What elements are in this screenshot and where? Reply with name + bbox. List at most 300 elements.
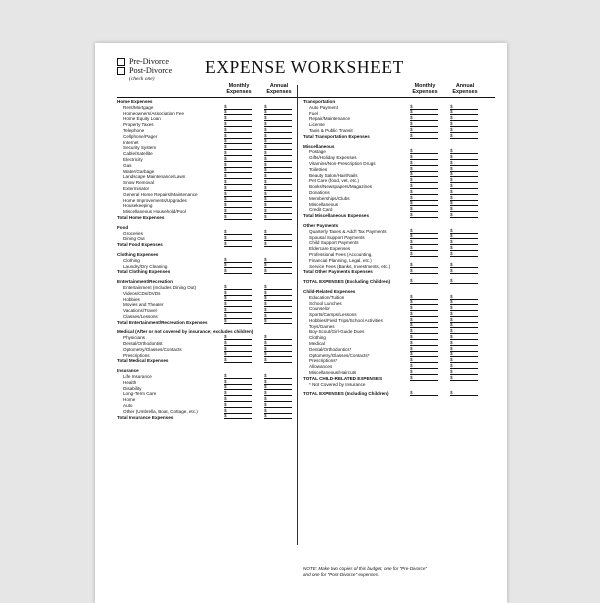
annual-amount-field[interactable]: $: [450, 166, 478, 172]
row-label: Total Medical Expenses: [117, 358, 169, 364]
annual-amount-field[interactable]: $: [450, 239, 478, 245]
annual-amount-field[interactable]: $: [264, 295, 292, 301]
total-row-total-insurance-expenses: [117, 415, 305, 421]
monthly-amount-field[interactable]: $: [410, 200, 438, 206]
annual-amount-field[interactable]: $: [264, 346, 292, 352]
total-row-total-home-expenses: [117, 215, 305, 221]
monthly-amount-field[interactable]: $: [410, 177, 438, 183]
row-label: Dental/Orthodontist: [123, 341, 163, 347]
monthly-amount-field[interactable]: $: [410, 328, 438, 334]
annual-amount-field[interactable]: $: [264, 340, 292, 346]
row-label: Professional Fees (Accounting,: [309, 251, 373, 257]
row-label: School Lunches: [309, 300, 342, 306]
row-label: Disability: [123, 385, 142, 391]
row-label: Health: [123, 379, 137, 385]
row-label: Miscellaneous/Haircuts: [309, 370, 357, 376]
row-label: Home Expenses: [117, 99, 153, 104]
row-label: Boy-Scout/Girl-Guide Dues: [309, 329, 365, 335]
row-label: Miscellaneous: [309, 201, 339, 207]
row-label: Pet Care (food, vet, etc.): [309, 178, 360, 184]
monthly-amount-field[interactable]: $: [224, 396, 252, 402]
annual-amount-field[interactable]: $: [450, 115, 478, 121]
monthly-amount-field[interactable]: $: [224, 402, 252, 408]
monthly-amount-field[interactable]: $: [224, 138, 252, 144]
annual-amount-field[interactable]: $: [264, 208, 292, 214]
row-label: Beauty Salon/Hair/Nails: [309, 172, 358, 178]
monthly-expenses-header: Monthly Expenses: [412, 83, 438, 95]
monthly-amount-field[interactable]: $: [224, 173, 252, 179]
header-rule: [303, 97, 495, 98]
annual-amount-field[interactable]: $: [450, 268, 478, 274]
total-row-total-entertainment-recreation-expenses: [117, 320, 305, 326]
annual-amount-field[interactable]: $: [450, 104, 478, 110]
annual-amount-field[interactable]: $: [450, 195, 478, 201]
row-label: Exterminator: [123, 185, 150, 191]
total-row-total-medical-expenses: [117, 358, 305, 364]
monthly-amount-field[interactable]: $: [410, 104, 438, 110]
annual-amount-field[interactable]: $: [264, 290, 292, 296]
post-divorce-label: Post-Divorce: [129, 66, 173, 75]
monthly-amount-field[interactable]: $: [224, 384, 252, 390]
annual-amount-field[interactable]: $: [450, 154, 478, 160]
row-label: TOTAL EXPENSES (Including Children): [303, 391, 389, 397]
monthly-amount-field[interactable]: $: [224, 390, 252, 396]
row-label: Laundry/Dry Cleaning: [123, 263, 168, 269]
annual-amount-field[interactable]: $: [450, 200, 478, 206]
monthly-amount-field[interactable]: $: [224, 115, 252, 121]
row-label: Snow Removal: [123, 180, 154, 186]
annual-amount-field[interactable]: $: [264, 313, 292, 319]
annual-amount-field[interactable]: $: [264, 413, 292, 419]
monthly-amount-field[interactable]: $: [410, 390, 438, 396]
annual-amount-field[interactable]: $: [264, 301, 292, 307]
monthly-amount-field[interactable]: $: [410, 189, 438, 195]
monthly-amount-field[interactable]: $: [410, 317, 438, 323]
annual-amount-field[interactable]: $: [264, 104, 292, 110]
monthly-amount-field[interactable]: $: [410, 115, 438, 121]
monthly-amount-field[interactable]: $: [410, 346, 438, 352]
row-label: Total Transportation Expenses: [303, 133, 370, 139]
row-label: Optometry/Glasses/Contacts*: [309, 352, 370, 358]
monthly-amount-field[interactable]: $: [224, 379, 252, 385]
monthly-amount-field[interactable]: $: [224, 351, 252, 357]
row-label: * Not Covered by Insurance: [309, 381, 366, 387]
row-label: Telephone: [123, 127, 145, 133]
row-label: Hobbies/Field Trips/School Activities: [309, 317, 383, 323]
row-label: License: [309, 122, 325, 128]
annual-amount-field[interactable]: $: [450, 127, 478, 133]
row-label: Movies and Theater: [123, 302, 164, 308]
annual-amount-field[interactable]: $: [264, 156, 292, 162]
row-label: Auto Payment: [309, 104, 338, 110]
annual-amount-field[interactable]: $: [450, 363, 478, 369]
row-label: Total Food Expenses: [117, 242, 163, 248]
monthly-amount-field[interactable]: $: [410, 228, 438, 234]
annual-amount-field[interactable]: $: [450, 357, 478, 363]
annual-amount-field[interactable]: $: [450, 183, 478, 189]
monthly-amount-field[interactable]: $: [224, 144, 252, 150]
annual-amount-field[interactable]: $: [264, 318, 292, 324]
annual-amount-field[interactable]: $: [264, 144, 292, 150]
row-label: Total Clothing Expenses: [117, 269, 171, 275]
monthly-amount-field[interactable]: $: [224, 257, 252, 263]
row-label: Homeowners/Association Fee: [123, 110, 185, 116]
monthly-amount-field[interactable]: $: [410, 322, 438, 328]
annual-amount-field[interactable]: $: [264, 127, 292, 133]
total-row-total-transportation-expenses: [303, 134, 491, 140]
total-row-total-expenses-excluding-children: [303, 279, 491, 285]
row-label: Life Insurance: [123, 374, 152, 380]
monthly-amount-field[interactable]: $: [410, 245, 438, 251]
annual-amount-field[interactable]: $: [450, 109, 478, 115]
annual-amount-field[interactable]: $: [264, 384, 292, 390]
monthly-amount-field[interactable]: $: [224, 241, 252, 247]
monthly-amount-field[interactable]: $: [224, 357, 252, 363]
annual-amount-field[interactable]: $: [264, 396, 292, 402]
monthly-amount-field[interactable]: $: [224, 133, 252, 139]
monthly-amount-field[interactable]: $: [224, 235, 252, 241]
row-label: Fuel: [309, 110, 318, 116]
row-label: Entertainment (Includes Dining Out): [123, 284, 197, 290]
monthly-amount-field[interactable]: $: [410, 148, 438, 154]
row-label: Postage: [309, 149, 326, 155]
row-label: Gas: [123, 162, 132, 168]
annual-expenses-header: Annual Expenses: [266, 83, 292, 95]
row-label: Other (Umbrella, Boat, Cottage, etc.): [123, 408, 198, 414]
row-label: Insurance: [117, 368, 139, 374]
annual-amount-field[interactable]: $: [450, 351, 478, 357]
monthly-amount-field[interactable]: $: [410, 160, 438, 166]
right-expense-column: [303, 83, 491, 397]
row-label: Other Payments: [303, 222, 339, 228]
row-label: Books/Newspapers/Magazines: [309, 184, 373, 190]
annual-amount-field[interactable]: $: [450, 177, 478, 183]
monthly-amount-field[interactable]: $: [224, 179, 252, 185]
monthly-amount-field[interactable]: $: [410, 233, 438, 239]
row-label: Memberships/Clubs: [309, 195, 350, 201]
annual-amount-field[interactable]: $: [264, 373, 292, 379]
monthly-amount-field[interactable]: $: [410, 351, 438, 357]
annual-amount-field[interactable]: $: [450, 305, 478, 311]
row-label: Miscellaneous Household/Pool: [123, 209, 186, 215]
monthly-amount-field[interactable]: $: [224, 262, 252, 268]
annual-amount-field[interactable]: $: [450, 212, 478, 218]
annual-amount-field[interactable]: $: [450, 189, 478, 195]
annual-amount-field[interactable]: $: [450, 375, 478, 381]
total-row-total-clothing-expenses: [117, 269, 305, 275]
monthly-amount-field[interactable]: $: [410, 375, 438, 381]
pre-divorce-label: Pre-Divorce: [129, 57, 170, 66]
monthly-amount-field[interactable]: $: [410, 363, 438, 369]
post-divorce-checkbox[interactable]: [117, 67, 125, 75]
footnote: [303, 566, 427, 578]
row-label: Allowances: [309, 364, 333, 370]
pre-divorce-checkbox[interactable]: [117, 58, 125, 66]
monthly-amount-field[interactable]: $: [224, 334, 252, 340]
annual-amount-field[interactable]: $: [264, 138, 292, 144]
monthly-amount-field[interactable]: $: [410, 369, 438, 375]
pre-divorce-option[interactable]: [117, 57, 172, 66]
annual-amount-field[interactable]: $: [264, 150, 292, 156]
monthly-amount-field[interactable]: $: [224, 413, 252, 419]
monthly-amount-field[interactable]: $: [224, 307, 252, 313]
annual-amount-field[interactable]: $: [264, 334, 292, 340]
monthly-amount-field[interactable]: $: [410, 340, 438, 346]
annual-amount-field[interactable]: $: [264, 357, 292, 363]
monthly-amount-field[interactable]: $: [224, 127, 252, 133]
annual-amount-field[interactable]: $: [264, 235, 292, 241]
row-label: Home Improvements/Upgrades: [123, 197, 187, 203]
total-row-total-food-expenses: [117, 242, 305, 248]
row-label: Education/Tuition: [309, 294, 345, 300]
annual-amount-field[interactable]: $: [450, 278, 478, 284]
monthly-amount-field[interactable]: $: [224, 318, 252, 324]
monthly-amount-field[interactable]: $: [224, 301, 252, 307]
total-row-total-other-payments-expenses: [303, 269, 491, 275]
monthly-amount-field[interactable]: $: [224, 196, 252, 202]
row-label: Landscape Maintenance/Lawn: [123, 174, 186, 180]
annual-amount-field[interactable]: $: [264, 390, 292, 396]
row-label: Prescriptions: [123, 352, 150, 358]
monthly-amount-field[interactable]: $: [410, 299, 438, 305]
row-label: Optometry/Glasses/Contacts: [123, 346, 182, 352]
row-label: Housekeeping: [123, 203, 153, 209]
monthly-amount-field[interactable]: $: [410, 262, 438, 268]
annual-amount-field[interactable]: $: [450, 133, 478, 139]
monthly-amount-field[interactable]: $: [410, 311, 438, 317]
left-expense-column: [117, 83, 305, 420]
row-label: General Home Repairs/Maintenance: [123, 191, 198, 197]
row-label: Clothing Expenses: [117, 251, 159, 257]
annual-amount-field[interactable]: $: [264, 202, 292, 208]
row-label: Internet: [123, 139, 139, 145]
annual-amount-field[interactable]: $: [450, 148, 478, 154]
row-label: Cable/Satellite: [123, 151, 153, 157]
check-one-note: (check one): [129, 76, 155, 82]
row-label: Physicians: [123, 335, 145, 341]
annual-amount-field[interactable]: $: [450, 206, 478, 212]
monthly-amount-field[interactable]: $: [224, 104, 252, 110]
annual-amount-field[interactable]: $: [450, 334, 478, 340]
annual-amount-field[interactable]: $: [450, 233, 478, 239]
monthly-amount-field[interactable]: $: [224, 290, 252, 296]
monthly-amount-field[interactable]: $: [410, 334, 438, 340]
annual-amount-field[interactable]: $: [264, 229, 292, 235]
row-label: Total Miscellaneous Expenses: [303, 213, 370, 219]
annual-amount-field[interactable]: $: [264, 214, 292, 220]
annual-amount-field[interactable]: $: [264, 262, 292, 268]
row-label: TOTAL EXPENSES (Excluding Children): [303, 279, 391, 285]
monthly-amount-field[interactable]: $: [224, 268, 252, 274]
row-label: Total Entertainment/Recreation Expenses: [117, 319, 208, 325]
row-label: Electricity: [123, 156, 143, 162]
annual-amount-field[interactable]: $: [450, 171, 478, 177]
monthly-amount-field[interactable]: $: [410, 305, 438, 311]
monthly-amount-field[interactable]: $: [224, 284, 252, 290]
annual-amount-field[interactable]: $: [450, 311, 478, 317]
monthly-amount-field[interactable]: $: [224, 340, 252, 346]
monthly-amount-field[interactable]: $: [224, 150, 252, 156]
monthly-amount-field[interactable]: $: [224, 229, 252, 235]
row-label: TOTAL CHILD-RELATED EXPENSES: [303, 375, 383, 381]
annual-amount-field[interactable]: $: [264, 115, 292, 121]
monthly-amount-field[interactable]: $: [410, 166, 438, 172]
annual-amount-field[interactable]: $: [450, 262, 478, 268]
monthly-amount-field[interactable]: $: [224, 408, 252, 414]
expense-row-not-covered-by-insurance: [303, 382, 491, 388]
monthly-amount-field[interactable]: $: [410, 251, 438, 257]
annual-amount-field[interactable]: $: [450, 317, 478, 323]
annual-amount-field[interactable]: $: [264, 191, 292, 197]
monthly-amount-field[interactable]: $: [410, 268, 438, 274]
annual-amount-field[interactable]: $: [264, 284, 292, 290]
row-label: Total Home Expenses: [117, 214, 165, 220]
annual-amount-field[interactable]: $: [450, 121, 478, 127]
row-label: Hobbies: [123, 296, 140, 302]
annual-amount-field[interactable]: $: [264, 185, 292, 191]
row-label: Total Insurance Expenses: [117, 414, 174, 420]
annual-amount-field[interactable]: $: [450, 322, 478, 328]
row-label: Medical: [309, 341, 325, 347]
row-label: Repair/Maintenance: [309, 116, 351, 122]
row-label: Gifts/Holiday Expenses: [309, 155, 357, 161]
monthly-amount-field[interactable]: $: [410, 294, 438, 300]
annual-amount-field[interactable]: $: [264, 121, 292, 127]
annual-amount-field[interactable]: $: [264, 307, 292, 313]
monthly-amount-field[interactable]: $: [224, 313, 252, 319]
monthly-amount-field[interactable]: $: [410, 183, 438, 189]
annual-amount-field[interactable]: $: [264, 351, 292, 357]
annual-amount-field[interactable]: $: [264, 241, 292, 247]
annual-amount-field[interactable]: $: [264, 268, 292, 274]
annual-amount-field[interactable]: $: [264, 257, 292, 263]
annual-expenses-header: Annual Expenses: [452, 83, 478, 95]
annual-amount-field[interactable]: $: [264, 109, 292, 115]
row-label: Child Support Payments: [309, 240, 359, 246]
monthly-amount-field[interactable]: $: [410, 127, 438, 133]
annual-amount-field[interactable]: $: [450, 328, 478, 334]
annual-amount-field[interactable]: $: [264, 408, 292, 414]
monthly-amount-field[interactable]: $: [410, 154, 438, 160]
annual-amount-field[interactable]: $: [264, 402, 292, 408]
monthly-amount-field[interactable]: $: [224, 373, 252, 379]
row-label: Quarterly Taxes & Add'l Tax Payments: [309, 228, 387, 234]
monthly-amount-field[interactable]: $: [410, 206, 438, 212]
row-label: Vitamins/Non-Prescription Drugs: [309, 160, 376, 166]
monthly-amount-field[interactable]: $: [224, 121, 252, 127]
row-label: Toys/Games: [309, 323, 335, 329]
right-column-headers: [303, 83, 491, 99]
row-label: Taxis & Public Transit: [309, 127, 353, 133]
monthly-amount-field[interactable]: $: [410, 171, 438, 177]
monthly-amount-field[interactable]: $: [410, 278, 438, 284]
row-label: Clothing: [309, 335, 326, 341]
row-label: Eldercare Expenses: [309, 246, 351, 252]
monthly-amount-field[interactable]: $: [224, 156, 252, 162]
row-label: Medical (After or not covered by insurance; excludes children): [117, 329, 254, 335]
row-label: Total Other Payments Expenses: [303, 269, 373, 275]
monthly-amount-field[interactable]: $: [224, 109, 252, 115]
row-label: Property Taxes: [123, 122, 154, 128]
annual-amount-field[interactable]: $: [450, 228, 478, 234]
monthly-amount-field[interactable]: $: [224, 208, 252, 214]
row-label: Toiletries: [309, 166, 328, 172]
monthly-amount-field[interactable]: $: [410, 212, 438, 218]
annual-amount-field[interactable]: $: [450, 294, 478, 300]
row-label: Dental/Orthodontics*: [309, 346, 352, 352]
annual-amount-field[interactable]: $: [450, 245, 478, 251]
left-column-headers: [117, 83, 305, 99]
row-label: Credit Card: [309, 207, 333, 213]
monthly-amount-field[interactable]: $: [410, 195, 438, 201]
row-label: Child-Related Expenses: [303, 288, 356, 294]
annual-amount-field[interactable]: $: [264, 133, 292, 139]
annual-amount-field[interactable]: $: [264, 179, 292, 185]
footnote-line-1: NOTE: Make two copies of this budget, one for "Pre-Divorce": [303, 566, 428, 571]
monthly-amount-field[interactable]: $: [410, 357, 438, 363]
monthly-amount-field[interactable]: $: [224, 295, 252, 301]
row-label: Rent/Mortgage: [123, 104, 154, 110]
row-label: Home Equity Loan: [123, 116, 161, 122]
row-label: Cellphone/Pager: [123, 133, 158, 139]
annual-amount-field[interactable]: $: [450, 346, 478, 352]
annual-amount-field[interactable]: $: [450, 299, 478, 305]
worksheet-page: [95, 43, 507, 603]
row-label: Long-Term Care: [123, 391, 157, 397]
row-label: Water/Garbage: [123, 168, 155, 174]
monthly-amount-field[interactable]: $: [410, 133, 438, 139]
row-label: Auto: [123, 403, 133, 409]
monthly-amount-field[interactable]: $: [224, 162, 252, 168]
divorce-status-options: [117, 57, 172, 84]
row-label: Financial Planning, Legal, etc.): [309, 257, 372, 263]
monthly-amount-field[interactable]: $: [224, 214, 252, 220]
annual-amount-field[interactable]: $: [264, 162, 292, 168]
total-row-total-expenses-including-children: [303, 391, 491, 397]
row-label: Home: [123, 397, 136, 403]
annual-amount-field[interactable]: $: [264, 196, 292, 202]
annual-amount-field[interactable]: $: [450, 251, 478, 257]
annual-amount-field[interactable]: $: [450, 340, 478, 346]
annual-amount-field[interactable]: $: [264, 173, 292, 179]
monthly-amount-field[interactable]: $: [410, 121, 438, 127]
post-divorce-option[interactable]: [117, 66, 172, 75]
monthly-amount-field[interactable]: $: [224, 346, 252, 352]
row-label: Food: [117, 224, 129, 230]
footnote-line-2: and one for "Post-Divorce" expenses.: [303, 572, 380, 577]
monthly-amount-field[interactable]: $: [224, 202, 252, 208]
monthly-amount-field[interactable]: $: [224, 185, 252, 191]
monthly-expenses-header: Monthly Expenses: [226, 83, 252, 95]
row-label: Vacations/Travel: [123, 308, 157, 314]
monthly-amount-field[interactable]: $: [410, 109, 438, 115]
monthly-amount-field[interactable]: $: [224, 191, 252, 197]
monthly-amount-field[interactable]: $: [410, 239, 438, 245]
row-label: Prescriptions*: [309, 358, 338, 364]
annual-amount-field[interactable]: $: [450, 390, 478, 396]
row-label: Classes/Lessons: [123, 313, 158, 319]
row-label: Transportation: [303, 99, 336, 104]
row-label: Counselor: [309, 306, 330, 312]
row-label: Videos/CDs/DVDs: [123, 290, 161, 296]
annual-amount-field[interactable]: $: [450, 160, 478, 166]
row-label: Donations: [309, 189, 330, 195]
monthly-amount-field[interactable]: $: [224, 167, 252, 173]
annual-amount-field[interactable]: $: [264, 379, 292, 385]
annual-amount-field[interactable]: $: [450, 369, 478, 375]
annual-amount-field[interactable]: $: [264, 167, 292, 173]
row-label: Dining Out: [123, 236, 145, 242]
